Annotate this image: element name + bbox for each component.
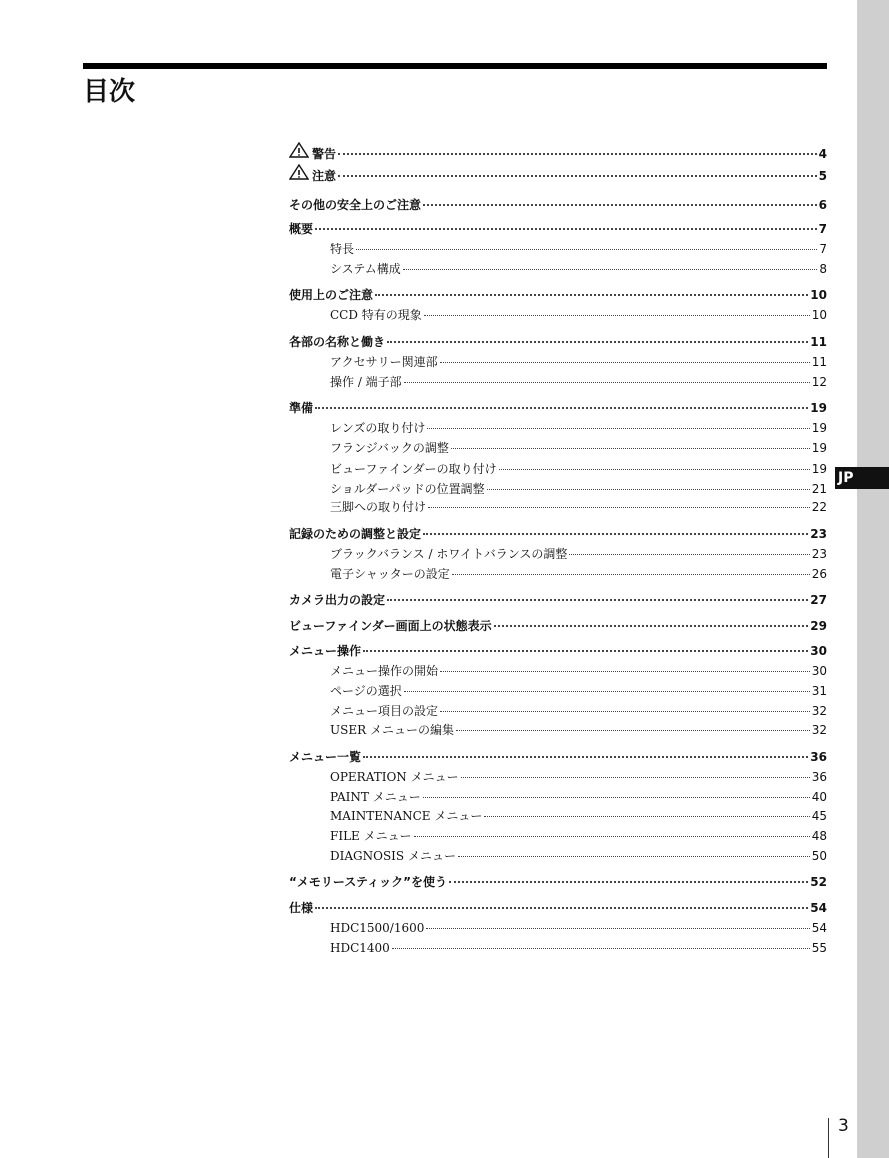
toc-entry-label: ショルダーパッドの位置調整 — [330, 482, 485, 496]
toc-heading-entry[interactable] — [289, 164, 827, 182]
toc-page-number: 32 — [811, 723, 827, 737]
dot-leader — [440, 699, 810, 712]
dot-leader — [356, 237, 817, 250]
dot-leader — [392, 936, 810, 949]
toc-sub-entry[interactable] — [330, 939, 827, 957]
toc-page-number: 22 — [811, 500, 827, 514]
toc-page-number: 12 — [811, 375, 827, 389]
toc-page-number: 26 — [811, 567, 827, 581]
toc-sub-entry[interactable] — [330, 240, 827, 258]
toc-page-number: 32 — [811, 704, 827, 718]
toc-entry-label: フランジバックの調整 — [330, 441, 449, 455]
dot-leader — [494, 613, 809, 627]
toc-entry-label: 概要 — [289, 222, 314, 236]
toc-entry-label: USER メニューの編集 — [330, 723, 454, 737]
toc-entry-label: 操作 / 端子部 — [330, 375, 402, 389]
dot-leader — [427, 416, 809, 429]
toc-page-number: 6 — [818, 198, 827, 212]
toc-entry-label: PAINT メニュー — [330, 790, 421, 804]
toc-page-number: 10 — [810, 288, 827, 302]
toc-sub-entry[interactable] — [330, 721, 827, 739]
toc-heading-entry[interactable] — [289, 285, 827, 303]
dot-leader — [338, 163, 817, 177]
side-margin-strip — [857, 0, 889, 1158]
toc-entry-label: HDC1400 — [330, 941, 390, 955]
toc-page-number: 27 — [810, 593, 827, 607]
toc-sub-entry[interactable] — [330, 768, 827, 786]
toc-entry-label: メニュー項目の設定 — [330, 704, 439, 718]
toc-sub-entry[interactable] — [330, 827, 827, 845]
toc-page-number: 19 — [810, 401, 827, 415]
dot-leader — [451, 436, 810, 449]
toc-page-number: 23 — [810, 527, 827, 541]
dot-leader — [456, 718, 810, 731]
toc-entry-label: 三脚への取り付け — [330, 500, 427, 514]
toc-entry-label: FILE メニュー — [330, 829, 412, 843]
dot-leader — [315, 895, 808, 909]
toc-page-number: 19 — [811, 441, 827, 455]
page-number: 3 — [838, 1116, 849, 1136]
toc-page-number: 40 — [811, 790, 827, 804]
dot-leader — [449, 869, 808, 883]
toc-page-number: 29 — [810, 619, 827, 633]
dot-leader — [423, 192, 817, 206]
warning-triangle-icon — [289, 164, 309, 180]
toc-entry-label: 各部の名称と働き — [289, 335, 386, 349]
dot-leader — [387, 587, 808, 601]
dot-leader — [428, 495, 810, 508]
toc-entry-label: 注意 — [312, 169, 337, 183]
toc-entry-label: メニュー操作 — [289, 644, 362, 658]
toc-page-number: 45 — [811, 809, 827, 823]
toc-page-number: 7 — [819, 242, 827, 256]
toc-heading-entry[interactable] — [289, 616, 827, 634]
dot-leader — [440, 350, 810, 363]
toc-page-number: 54 — [811, 921, 827, 935]
toc-page-number: 4 — [818, 147, 827, 161]
toc-entry-label: DIAGNOSIS メニュー — [330, 849, 456, 863]
toc-heading-entry[interactable] — [289, 747, 827, 765]
toc-entry-label: 電子シャッターの設定 — [330, 567, 450, 581]
language-tab: JP — [835, 467, 889, 489]
toc-entry-label: ビューファインダー画面上の状態表示 — [289, 619, 492, 633]
dot-leader — [375, 282, 808, 296]
toc-entry-label: CCD 特有の現象 — [330, 308, 422, 322]
toc-entry-label: 警告 — [312, 147, 337, 161]
toc-page-number: 48 — [811, 829, 827, 843]
toc-page-number: 8 — [819, 262, 827, 276]
dot-leader — [440, 659, 810, 672]
dot-leader — [487, 477, 810, 490]
toc-entry-label: その他の安全上のご注意 — [289, 198, 422, 212]
toc-sub-entry[interactable] — [330, 373, 827, 391]
dot-leader — [387, 329, 808, 343]
toc-heading-entry[interactable] — [289, 898, 827, 916]
toc-sub-entry[interactable] — [330, 545, 827, 563]
footer-rule — [828, 1118, 829, 1158]
toc-entry-label: メニュー一覧 — [289, 750, 362, 764]
toc-sub-entry[interactable] — [330, 565, 827, 583]
toc-sub-entry[interactable] — [330, 847, 827, 865]
toc-page-number: 11 — [810, 335, 827, 349]
dot-leader — [458, 844, 810, 857]
toc-heading-entry[interactable] — [289, 872, 827, 890]
toc-entry-label: MAINTENANCE メニュー — [330, 809, 483, 823]
dot-leader — [423, 521, 808, 535]
toc-entry-label: アクセサリー関連部 — [330, 355, 438, 369]
dot-leader — [404, 679, 810, 692]
toc-entry-label: 使用上のご注意 — [289, 288, 374, 302]
dot-leader — [423, 785, 810, 798]
toc-page-number: 31 — [811, 684, 827, 698]
toc-sub-entry[interactable] — [330, 260, 827, 278]
toc-sub-entry[interactable] — [330, 439, 827, 457]
toc-page-number: 10 — [811, 308, 827, 322]
toc-entry-label: ビューファインダーの取り付け — [330, 462, 497, 476]
toc-page-number: 36 — [811, 770, 827, 784]
page-title: 目次 — [83, 77, 136, 107]
toc-page-number: 11 — [811, 355, 827, 369]
toc-heading-entry[interactable] — [289, 398, 827, 416]
dot-leader — [363, 744, 808, 758]
warning-triangle-icon — [289, 142, 309, 158]
toc-heading-entry[interactable] — [289, 195, 827, 213]
dot-leader — [315, 216, 817, 230]
dot-leader — [569, 542, 809, 555]
toc-page-number: 55 — [811, 941, 827, 955]
dot-leader — [403, 257, 818, 270]
toc-entry-label: ブラックバランス / ホワイトバランスの調整 — [330, 547, 568, 561]
toc-page-number: 30 — [810, 644, 827, 658]
dot-leader — [499, 457, 810, 470]
toc-sub-entry[interactable] — [330, 419, 827, 437]
dot-leader — [424, 303, 810, 316]
toc-entry-label: HDC1500/1600 — [330, 921, 425, 935]
title-rule — [83, 63, 827, 69]
toc-page-number: 30 — [811, 664, 827, 678]
dot-leader — [484, 804, 809, 817]
toc-entry-label: 記録のための調整と設定 — [289, 527, 422, 541]
toc-entry-label: “メモリースティック”を使う — [289, 875, 447, 889]
toc-sub-entry[interactable] — [330, 460, 827, 478]
toc-entry-label: OPERATION メニュー — [330, 770, 459, 784]
toc-entry-label: レンズの取り付け — [330, 421, 426, 435]
toc-page-number: 19 — [811, 462, 827, 476]
toc-heading-entry[interactable] — [289, 524, 827, 542]
toc-sub-entry[interactable] — [330, 682, 827, 700]
toc-sub-entry[interactable] — [330, 662, 827, 680]
toc-page-number: 54 — [810, 901, 827, 915]
toc-sub-entry[interactable] — [330, 498, 827, 516]
toc-page-number: 52 — [810, 875, 827, 889]
dot-leader — [404, 370, 810, 383]
toc-entry-label: 仕様 — [289, 901, 314, 915]
toc-entry-label: システム構成 — [330, 262, 401, 276]
dot-leader — [461, 765, 810, 778]
toc-page-number: 21 — [811, 482, 827, 496]
toc-entry-label: メニュー操作の開始 — [330, 664, 439, 678]
toc-page-number: 7 — [818, 222, 827, 236]
toc-heading-entry[interactable] — [289, 142, 827, 160]
dot-leader — [338, 141, 817, 155]
dot-leader — [452, 562, 810, 575]
toc-entry-label: 準備 — [289, 401, 314, 415]
dot-leader — [363, 638, 808, 652]
toc-heading-entry[interactable] — [289, 219, 827, 237]
toc-heading-entry[interactable] — [289, 332, 827, 350]
toc-sub-entry[interactable] — [330, 306, 827, 324]
toc-sub-entry[interactable] — [330, 353, 827, 371]
toc-page-number: 36 — [810, 750, 827, 764]
toc-entry-label: 特長 — [330, 242, 355, 256]
toc-entry-label: ページの選択 — [330, 684, 402, 698]
toc-page-number: 23 — [811, 547, 827, 561]
dot-leader — [426, 916, 809, 929]
toc-heading-entry[interactable] — [289, 641, 827, 659]
dot-leader — [315, 395, 808, 409]
toc-entry-label: カメラ出力の設定 — [289, 593, 386, 607]
dot-leader — [414, 824, 810, 837]
toc-page-number: 50 — [811, 849, 827, 863]
toc-page-number: 19 — [811, 421, 827, 435]
toc-page-number: 5 — [818, 169, 827, 183]
toc-sub-entry[interactable] — [330, 919, 827, 937]
toc-sub-entry[interactable] — [330, 807, 827, 825]
toc-heading-entry[interactable] — [289, 590, 827, 608]
